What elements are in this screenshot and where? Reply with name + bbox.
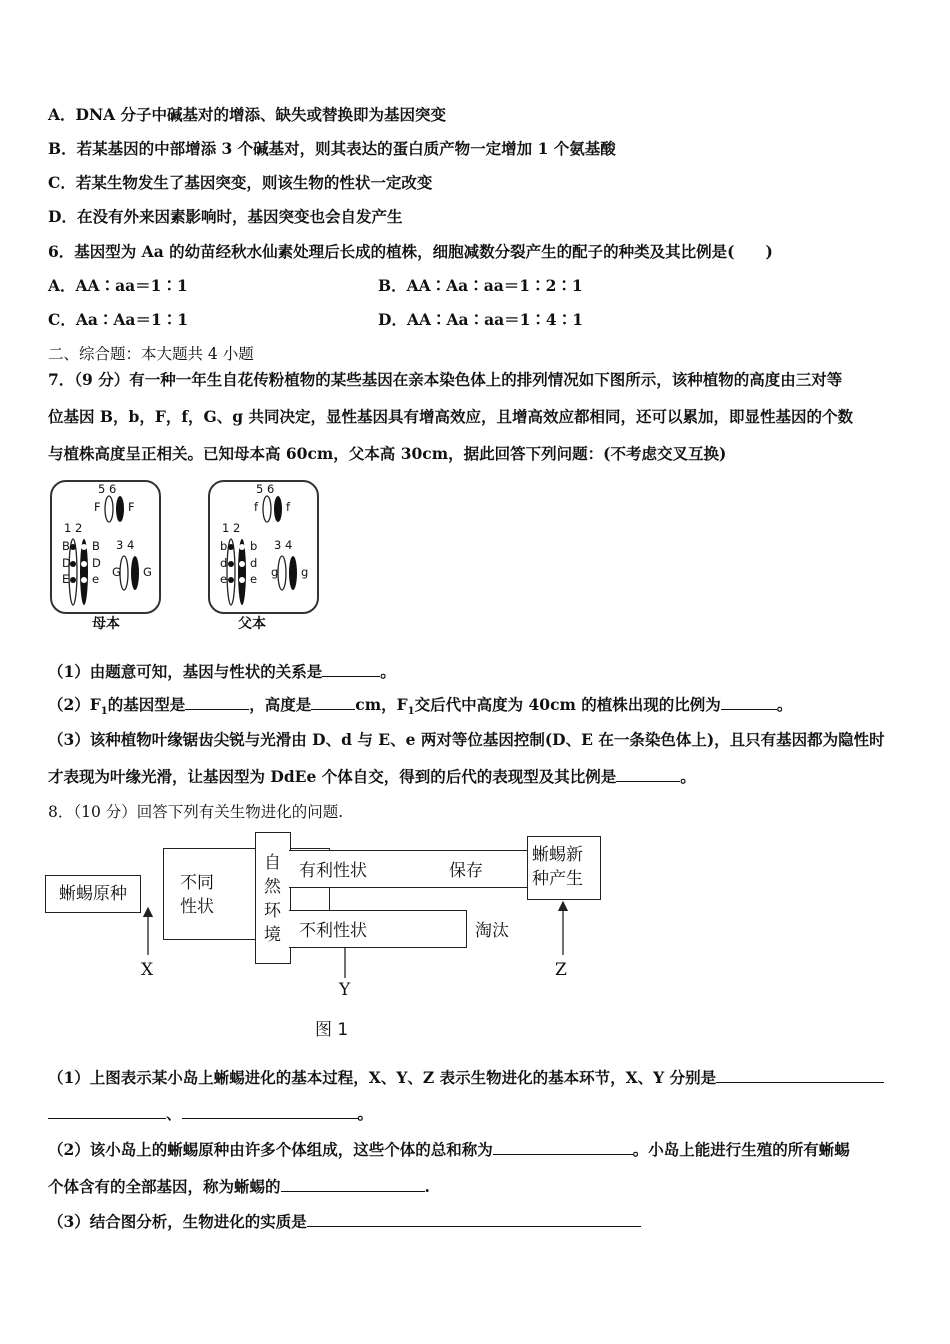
x-label: X [141, 960, 154, 980]
q8-stem: 8．（10 分）回答下列有关生物进化的问题. [48, 803, 344, 821]
q6-option-a: A．AA∶aa＝1∶1 [48, 276, 188, 295]
q7-sub2-c: ，高度是 [249, 695, 312, 714]
mother-gene-e2: e [92, 572, 100, 586]
q8-sub3-text: （3）结合图分析，生物进化的实质是 [48, 1212, 307, 1231]
z-label: Z [555, 960, 567, 980]
answer-blank[interactable] [493, 1140, 633, 1155]
q7-sub3-text: 才表现为叶缘光滑，让基因型为 DdEe 个体自交，得到的后代的表现型及其比例是 [48, 767, 617, 786]
q7-sub3-line2 [48, 765, 696, 787]
q8-sub2-text: （2）该小岛上的蜥蜴原种由许多个体组成，这些个体的总和称为 [48, 1140, 493, 1159]
eliminate-label: 淘汰 [475, 921, 509, 941]
favorable-label: 有利性状 [299, 861, 367, 881]
mother-gene-f-right: F [128, 500, 135, 514]
q7-sub2-a: （2）F [48, 695, 101, 714]
father-gene-b2: b [250, 539, 258, 553]
q8-sub1-line2 [48, 1102, 373, 1124]
father-gene-g-left: g [271, 565, 279, 579]
q7-sub1 [48, 660, 396, 682]
mother-num-12: 1 2 [64, 521, 83, 535]
q5-option-c: C．若某生物发生了基因突变，则该生物的性状一定改变 [48, 173, 433, 192]
unfavorable-label: 不利性状 [299, 921, 367, 941]
q7-sub2-sub2: 1 [407, 706, 415, 718]
father-gene-g-right: g [301, 565, 309, 579]
evolution-diagram [45, 830, 645, 1040]
answer-blank[interactable] [716, 1068, 884, 1083]
preserve-label: 保存 [449, 861, 483, 881]
environment-box [255, 832, 291, 964]
answer-blank[interactable] [48, 1104, 166, 1119]
environment-label: 自 然 环 境 [264, 853, 281, 945]
father-label: 父本 [238, 616, 266, 632]
q7-sub3-line1: （3）该种植物叶缘锯齿尖锐与光滑由 D、d 与 E、e 两对等位基因控制(D、E 在一条染色体上)，且只有基因都为隐性时 [48, 730, 885, 749]
q7-sub2-e: 交后代中高度为 40cm 的植株出现的比例为 [414, 695, 721, 714]
answer-blank[interactable] [281, 1177, 425, 1192]
new-species-label: 蜥蜴新 种产生 [532, 845, 583, 889]
section-heading: 二、综合题：本大题共 4 小题 [48, 345, 254, 363]
father-gene-f-left: f [254, 500, 259, 514]
answer-blank[interactable] [721, 695, 777, 710]
mother-num-34: 3 4 [116, 538, 135, 552]
father-gene-b1: b [220, 539, 228, 553]
father-num-34: 3 4 [274, 538, 293, 552]
mother-gene-f-left: F [94, 500, 101, 514]
mother-label: 母本 [92, 616, 120, 632]
q6-option-c: C．Aa∶Aa＝1∶1 [48, 310, 189, 329]
q6-option-d: D．AA∶Aa∶aa＝1∶4∶1 [378, 310, 584, 329]
mother-gene-e1: E [62, 572, 70, 586]
q5-option-a: A．DNA 分子中碱基对的增添、缺失或替换即为基因突变 [48, 105, 447, 124]
q7-sub2-d: cm，F [355, 695, 408, 714]
origin-species-box: 蜥蜴原种 [45, 875, 141, 913]
mother-gene-d1: D [62, 556, 71, 570]
father-gene-f-right: f [286, 500, 291, 514]
father-num-56: 5 6 [256, 482, 275, 496]
q7-sub3-end: 。 [680, 767, 696, 786]
q7-sub2-sub1: 1 [100, 706, 108, 718]
mother-num-56: 5 6 [98, 482, 117, 496]
q7-sub1-end: 。 [380, 662, 396, 681]
traits-label: 不同 性状 [180, 873, 214, 917]
father-gene-d2: d [250, 556, 258, 570]
q8-sub2-line2 [48, 1175, 430, 1197]
q7-sub1-text: （1）由题意可知，基因与性状的关系是 [48, 662, 323, 681]
q7-sub2-b: 的基因型是 [107, 695, 186, 714]
mother-gene-b2: B [92, 539, 100, 553]
q6-stem: 6．基因型为 Aa 的幼苗经秋水仙素处理后长成的植株，细胞减数分裂产生的配子的种类及其比例是( ) [48, 242, 773, 261]
answer-blank[interactable] [307, 1212, 641, 1227]
q6-option-b: B．AA∶Aa∶aa＝1∶2∶1 [378, 276, 583, 295]
answer-blank[interactable] [616, 767, 680, 782]
y-label: Y [339, 980, 351, 1000]
q8-sub1-line1 [48, 1066, 884, 1088]
answer-blank[interactable] [311, 695, 355, 710]
father-cell [208, 480, 319, 614]
q8-sub2-text3: 个体含有的全部基因，称为蜥蜴的 [48, 1177, 281, 1196]
mother-gene-b1: B [62, 539, 70, 553]
mother-gene-d2: D [92, 556, 101, 570]
q8-sub2-end: . [424, 1177, 430, 1196]
father-gene-e2: e [250, 572, 258, 586]
q5-option-d: D．在没有外来因素影响时，基因突变也会自发产生 [48, 207, 403, 226]
mother-gene-g-left: G [112, 565, 121, 579]
q7-sub2 [48, 693, 792, 717]
q7-line2: 位基因 B，b，F，f，G、g 共同决定，显性基因具有增高效应，且增高效应都相同，还可以累加，即显性基因的个数 [48, 407, 853, 426]
figure-caption: 图 1 [315, 1020, 349, 1040]
q8-sub1-sep: 、 [166, 1104, 182, 1123]
answer-blank[interactable] [322, 662, 380, 677]
q5-option-b: B．若某基因的中部增添 3 个碱基对，则其表达的蛋白质产物一定增加 1 个氨基酸 [48, 139, 616, 158]
father-gene-d1: d [220, 556, 228, 570]
answer-blank[interactable] [185, 695, 249, 710]
father-num-12: 1 2 [222, 521, 241, 535]
q8-sub2-text2: 。小岛上能进行生殖的所有蜥蜴 [632, 1140, 850, 1159]
new-species-box [527, 836, 601, 900]
q7-line1: 7．（9 分）有一种一年生自花传粉植物的某些基因在亲本染色体上的排列情况如下图所示，该种植物的高度由三对等 [48, 370, 843, 389]
q8-sub2-line1 [48, 1138, 850, 1160]
q8-sub3 [48, 1210, 641, 1232]
q8-sub1-end: 。 [357, 1104, 374, 1123]
mother-gene-g-right: G [143, 565, 152, 579]
q8-sub1-text: （1）上图表示某小岛上蜥蜴进化的基本过程，X、Y、Z 表示生物进化的基本环节，X、Y 分别是 [48, 1068, 717, 1087]
mother-cell [50, 480, 161, 614]
q7-line3: 与植株高度呈正相关。已知母本高 60cm，父本高 30cm，据此回答下列问题：(不考虑交叉互换) [48, 444, 727, 463]
answer-blank[interactable] [182, 1104, 358, 1119]
q7-sub2-f: 。 [776, 695, 793, 714]
father-gene-e1: e [220, 572, 228, 586]
